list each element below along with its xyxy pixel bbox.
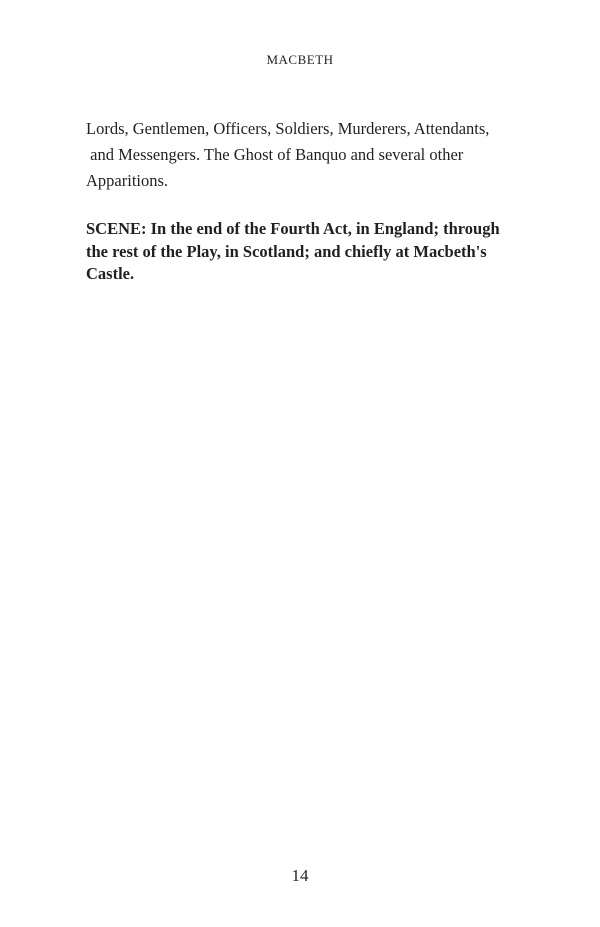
text-line: Apparitions. [86,171,169,190]
text-line: Castle. [86,264,135,283]
text-line: the rest of the Play, in Scotland; and chiefly at Macbeth's [86,241,487,261]
running-head: MACBETH [266,52,334,67]
dramatis-personae-paragraph [86,116,506,194]
scene-paragraph [86,218,506,286]
text-line: and Messengers. The Ghost of Banquo and several other [86,145,464,164]
text-line: Lords, Gentlemen, Officers, Soldiers, Murderers, Attendants, [86,119,490,138]
page-number: 14 [291,866,309,885]
text-line: SCENE: In the end of the Fourth Act, in England; through [86,219,500,238]
